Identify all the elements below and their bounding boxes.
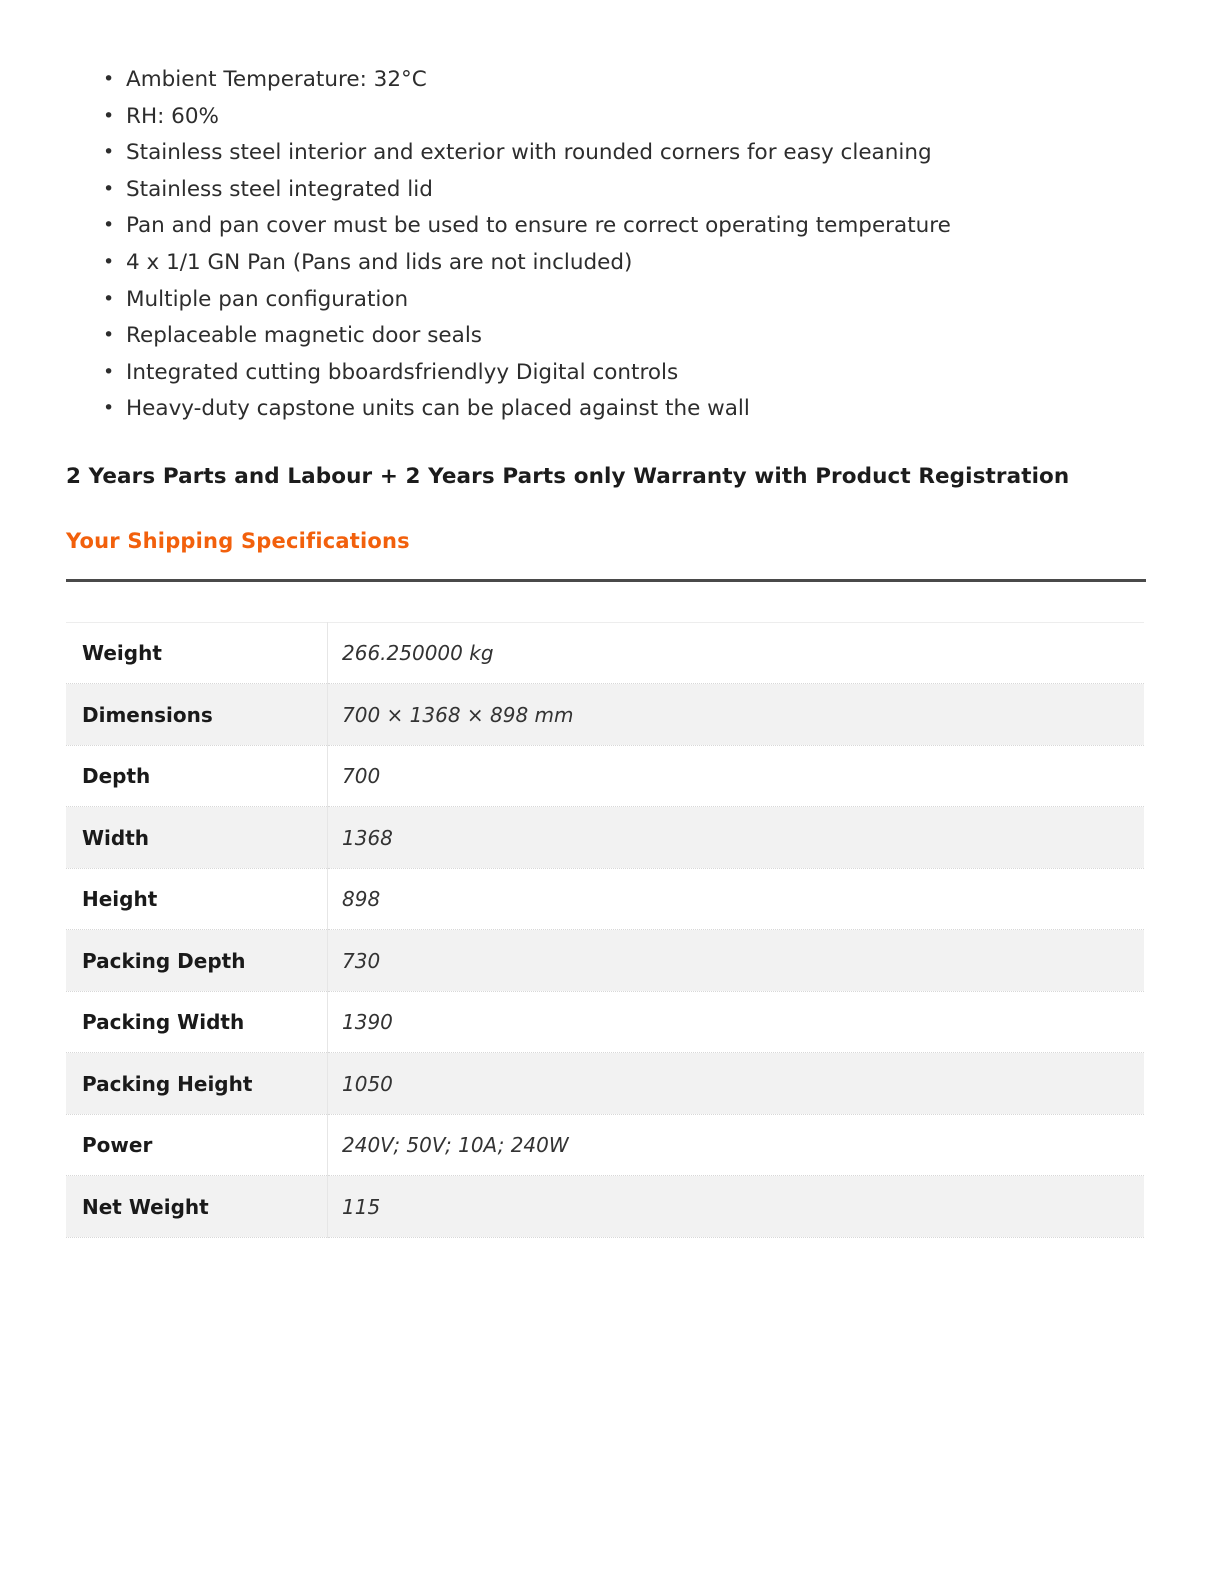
row-value: 730 [328,930,1145,992]
table-row [66,745,1144,807]
list-item [0,282,1224,319]
feature-text: Stainless steel integrated lid [126,176,433,202]
row-value: 1368 [328,807,1145,869]
table-row [66,684,1144,746]
feature-text: Heavy-duty capstone units can be placed against the wall [126,396,750,422]
list-item [0,99,1224,136]
section-divider [66,579,1146,582]
row-label: Weight [66,622,328,684]
product-feature-list [0,0,1224,428]
row-value: 700 [328,745,1145,807]
row-value: 1390 [328,991,1145,1053]
row-label: Packing Height [66,1053,328,1115]
list-item [0,245,1224,282]
row-label: Dimensions [66,684,328,746]
table-row [66,1114,1144,1176]
list-item [0,208,1224,245]
table-row [66,930,1144,992]
feature-text: Multiple pan configuration [126,286,409,312]
feature-text: Integrated cutting bboardsfriendlyy Digital controls [126,359,679,385]
feature-text: RH: 60% [126,103,219,129]
row-label: Height [66,868,328,930]
table-row [66,807,1144,869]
row-label: Packing Depth [66,930,328,992]
section-heading-shipping-specifications: Your Shipping Specifications [66,528,410,553]
feature-text: Ambient Temperature: 32°C [126,67,427,92]
list-item [0,391,1224,428]
shipping-specifications-table-wrapper [66,622,1144,1238]
table-row [66,1176,1144,1238]
row-value: 700 × 1368 × 898 mm [328,684,1145,746]
table-row [66,991,1144,1053]
table-row [66,1053,1144,1115]
table-row [66,622,1144,684]
list-item [0,135,1224,172]
warranty-statement: 2 Years Parts and Labour + 2 Years Parts only Warranty with Product Registration [66,463,1070,489]
row-label: Packing Width [66,991,328,1053]
list-item [0,355,1224,392]
feature-text: 4 x 1/1 GN Pan (Pans and lids are not included) [126,249,633,275]
row-label: Depth [66,745,328,807]
feature-text: Pan and pan cover must be used to ensure re correct operating temperature [126,213,951,239]
list-item [0,318,1224,355]
list-item [0,62,1224,99]
table-row [66,868,1144,930]
list-item [0,172,1224,209]
row-value: 898 [328,868,1145,930]
feature-text: Replaceable magnetic door seals [126,323,482,349]
row-label: Power [66,1114,328,1176]
row-value: 1050 [328,1053,1145,1115]
row-value: 115 [328,1176,1145,1238]
feature-text: Stainless steel interior and exterior with rounded corners for easy cleaning [126,140,932,166]
row-label: Net Weight [66,1176,328,1238]
row-value: 240V; 50V; 10A; 240W [328,1114,1145,1176]
row-value: 266.250000 kg [328,622,1145,684]
row-label: Width [66,807,328,869]
shipping-specifications-table [66,622,1144,1238]
